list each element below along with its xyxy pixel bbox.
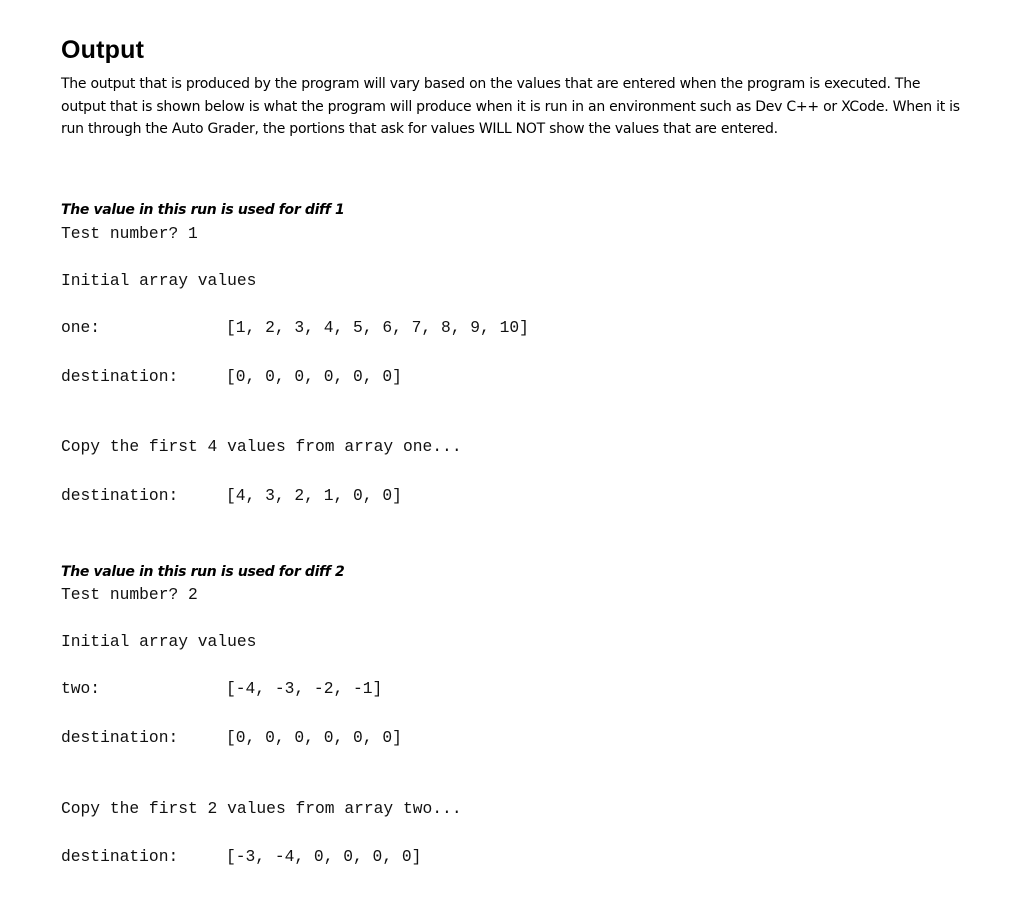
array-values: [-3, -4, 0, 0, 0, 0]	[226, 847, 422, 866]
copy-message-line: Copy the first 4 values from array one...	[61, 437, 462, 456]
destination-final-line	[61, 486, 402, 506]
initial-values-header: Initial array values	[61, 271, 257, 290]
array-name: destination:	[61, 486, 179, 505]
array-name: one:	[61, 318, 101, 337]
source-array-line	[61, 679, 382, 699]
array-name: destination:	[61, 728, 179, 747]
intro-paragraph: The output that is produced by the program will vary based on the values that are entered when the program is executed. The output that is shown below is what the program will produce when it is run in an environment such as Dev C++ or XCode. When it is run through the Auto Grader, the portions that ask for values WILL NOT show the values that are entered.	[61, 76, 960, 137]
section-heading: Output	[61, 36, 145, 64]
destination-initial-line	[61, 367, 402, 387]
array-values: [0, 0, 0, 0, 0, 0]	[226, 728, 402, 747]
initial-values-header: Initial array values	[61, 632, 257, 651]
test-prompt-line: Test number? 1	[61, 224, 198, 243]
destination-final-line	[61, 847, 421, 867]
source-array-line	[61, 318, 529, 338]
test-prompt-line: Test number? 2	[61, 585, 198, 604]
array-values: [0, 0, 0, 0, 0, 0]	[226, 367, 402, 386]
destination-initial-line	[61, 728, 402, 748]
array-name: destination:	[61, 367, 179, 386]
run-label: The value in this run is used for diff 1	[61, 202, 345, 218]
copy-message-line: Copy the first 2 values from array two...	[61, 799, 462, 818]
run-label: The value in this run is used for diff 2	[61, 564, 345, 580]
array-values: [4, 3, 2, 1, 0, 0]	[226, 486, 402, 505]
array-name: two:	[61, 679, 101, 698]
array-values: [-4, -3, -2, -1]	[226, 679, 383, 698]
array-values: [1, 2, 3, 4, 5, 6, 7, 8, 9, 10]	[226, 318, 529, 337]
array-name: destination:	[61, 847, 179, 866]
